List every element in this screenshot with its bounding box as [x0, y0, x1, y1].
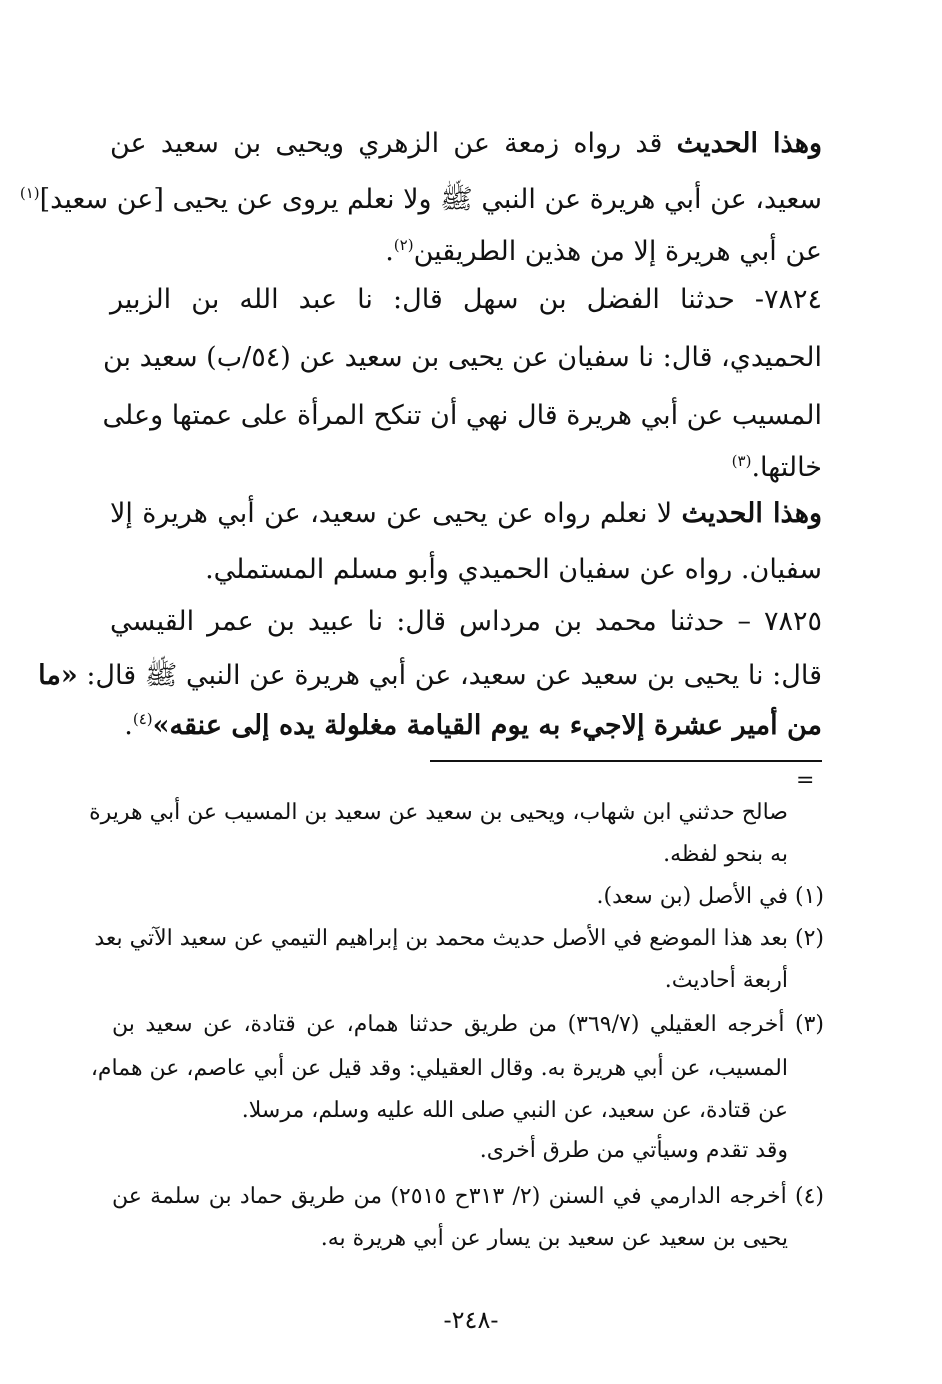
paragraph-line: من أمير عشرة إلاجيء به يوم القيامة مغلولة يده إلى عنقه»$^{(٤)}$.: [124, 710, 822, 741]
footnote-2: (٢) بعد هذا الموضع في الأصل حديث محمد بن إبراهيم التيمي عن سعيد الآتي بعد: [94, 926, 824, 951]
footnote-ref: (٤): [132, 710, 153, 728]
footnote-line: المسيب، عن أبي هريرة به. وقال العقيلي: وقد قيل عن أبي عاصم، عن همام،: [90, 1056, 788, 1081]
page-number: -٢٤٨-: [443, 1306, 499, 1334]
paragraph-line: الحميدي، قال: نا سفيان عن يحيى بن سعيد عن (٥٤/ب) سعيد بن: [102, 342, 822, 373]
paragraph-line: عن أبي هريرة إلا من هذين الطريقين$^{(٢)}$.: [385, 236, 822, 267]
footnote-line: به بنحو لفظه.: [663, 842, 788, 867]
paragraph-line: سفيان. رواه عن سفيان الحميدي وأبو مسلم المستملي.: [205, 554, 822, 585]
footnote-3: (٣) أخرجه العقيلي (٣٦٩/٧) من طريق حدثنا همام، عن قتادة، عن سعيد بن: [112, 1012, 824, 1037]
paragraph-line: وهذا الحديث لا نعلم رواه عن يحيى عن سعيد، عن أبي هريرة إلا: [110, 498, 822, 529]
paragraph-line: ٧٨٢٤- حدثنا الفضل بن سهل قال: نا عبد الله بن الزبير: [110, 284, 822, 315]
continuation-mark: =: [796, 768, 815, 793]
paragraph-line: خالتها.$^{(٣)}$: [731, 452, 822, 483]
footnote-ref: (٢): [393, 236, 414, 254]
footnote-1: (١) في الأصل (بن سعد).: [596, 884, 824, 909]
footnote-ref: (٣): [731, 452, 752, 470]
paragraph-line: قال: نا يحيى بن سعيد عن سعيد، عن أبي هريرة عن النبي ﷺ قال: «ما: [38, 660, 822, 691]
footnote-line: صالح حدثني ابن شهاب، ويحيى بن سعيد عن سعيد بن المسيب عن أبي هريرة: [89, 800, 788, 825]
footnote-line: عن قتادة، عن سعيد، عن النبي صلى الله عليه وسلم، مرسلا.: [241, 1098, 788, 1123]
footnote-line: وقد تقدم وسيأتي من طرق أخرى.: [479, 1138, 788, 1163]
paragraph-line: وهذا الحديث قد رواه زمعة عن الزهري ويحيى بن سعيد عن: [110, 128, 822, 159]
footnote-line: أربعة أحاديث.: [664, 968, 788, 993]
paragraph-line: المسيب عن أبي هريرة قال نهي أن تنكح المرأة على عمتها وعلى: [102, 400, 822, 431]
footnote-line: يحيى بن سعيد عن سعيد بن يسار عن أبي هريرة به.: [320, 1226, 788, 1251]
footnote-4: (٤) أخرجه الدارمي في السنن (٢/ ٣١٣ح ٢٥١٥) من طريق حماد بن سلمة عن: [112, 1184, 824, 1209]
footnote-ref: (١): [19, 184, 40, 202]
paragraph-line: سعيد، عن أبي هريرة عن النبي ﷺ ولا نعلم يروى عن يحيى [عن سعيد]$^{(١)}$: [19, 184, 822, 215]
footnote-separator: [430, 760, 822, 762]
hadith-text: من أمير عشرة إلاجيء به يوم القيامة مغلولة يده إلى عنقه»: [152, 710, 822, 741]
hadith-heading: وهذا الحديث: [676, 128, 822, 159]
paragraph-line: ٧٨٢٥ – حدثنا محمد بن مرداس قال: نا عبيد بن عمر القيسي: [110, 606, 822, 637]
hadith-heading: وهذا الحديث: [681, 498, 822, 529]
